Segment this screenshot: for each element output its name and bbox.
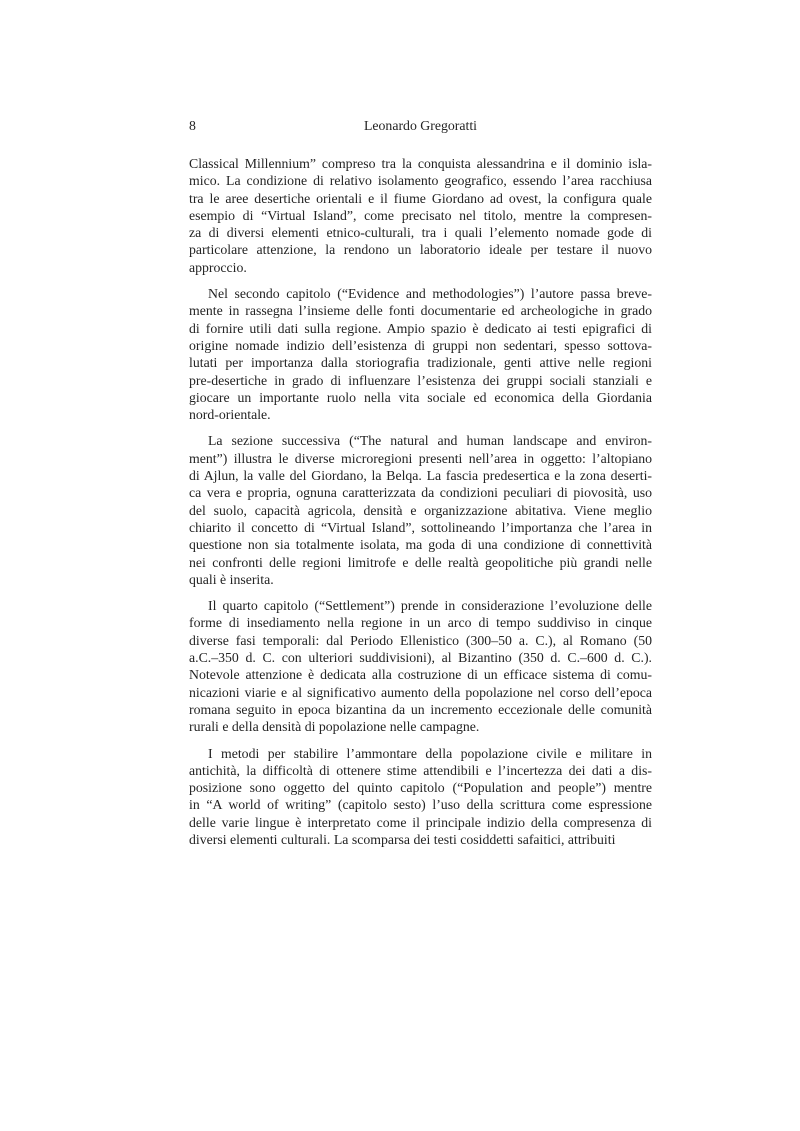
text-line: nicazioni viarie e al significativo aumento della popolazione nel corso dell’epoca [189,684,652,700]
text-line: in “A world of writing” (capitolo sesto) l’uso della scrittura come espressione [189,797,652,813]
paragraph [189,285,652,423]
text-line: Notevole attenzione è dedicata alla costruzione di un efficace sistema di comu- [189,667,652,683]
text-line: di Ajlun, la valle del Giordano, la Belqa. La fascia predesertica e la zona deserti- [189,468,652,484]
text-line: a.C.–350 d. C. con ulteriori suddivisioni), al Bizantino (350 d. C.–600 d. C.). [189,650,652,666]
text-line: antichità, la difficoltà di ottenere stime attendibili e l’incertezza dei dati a dis- [189,762,652,778]
text-line: del suolo, capacità agricola, densità e organizzazione abitativa. Viene meglio [189,502,652,518]
text-line: pre-desertiche in grado di influenzare l’esistenza dei gruppi sociali stanziali e [189,372,652,388]
text-line: ment”) illustra le diverse microregioni presenti nell’area in oggetto: l’altopiano [189,450,652,466]
text-line: ca vera e propria, ognuna caratterizzata da condizioni peculiari di piovosità, uso [189,485,652,501]
text-line: diverse fasi temporali: dal Periodo Ellenistico (300–50 a. C.), al Romano (50 [189,632,652,648]
text-line: romana seguito in epoca bizantina da un incremento eccezionale delle comunità [189,701,652,717]
text-line: esempio di “Virtual Island”, come precisato nel titolo, mentre la compresen- [189,207,652,223]
page-body [189,155,652,848]
text-line: delle varie lingue è interpretato come il principale indizio della compresenza di [189,814,652,830]
text-line: origine nomade indizio dell’esistenza di gruppi non sedentari, spesso sottova- [189,337,652,353]
text-line: particolare attenzione, la rendono un laboratorio ideale per testare il nuovo [189,242,652,258]
text-line: nei confronti delle regioni limitrofe e delle realtà geopolitiche più grandi nelle [189,554,652,570]
text-line: posizione sono oggetto del quinto capitolo (“Population and people”) mentre [189,780,652,796]
text-line: mico. La condizione di relativo isolamento geografico, essendo l’area racchiusa [189,173,652,189]
running-head-author: Leonardo Gregoratti [363,118,477,133]
text-line: La sezione successiva (“The natural and human landscape and environ- [208,433,652,449]
text-line: tra le aree desertiche orientali e il fiume Giordano ad ovest, la configura quale [189,190,652,206]
text-line: mente in rassegna l’insieme delle fonti documentarie ed archeologiche in grado [189,303,652,319]
text-line: approccio. [189,259,247,275]
text-line: quali è inserita. [189,571,274,587]
paragraph [189,597,652,735]
text-line: Il quarto capitolo (“Settlement”) prende in considerazione l’evoluzione delle [208,598,652,614]
text-line: giocare un importante ruolo nella vita sociale ed economica della Giordania [189,389,652,405]
text-line: rurali e della densità di popolazione nelle campagne. [189,719,480,735]
text-line: za di diversi elementi etnico-culturali, tra i quali l’elemento nomade gode di [189,225,652,241]
text-line: nord-orientale. [189,407,271,423]
paragraph [189,432,652,588]
paragraph [189,155,652,276]
text-line: chiarito il concetto di “Virtual Island”, sottolineando l’importanza che l’area in [189,519,652,535]
text-line: forme di insediamento nella regione in un arco di tempo suddiviso in cinque [189,615,652,631]
text-line: lutati per importanza dalla storiografia tradizionale, genti attive nelle regioni [189,355,652,371]
text-line: Nel secondo capitolo (“Evidence and methodologies”) l’autore passa breve- [208,286,652,302]
running-header [189,117,652,135]
text-line: I metodi per stabilire l’ammontare della popolazione civile e militare in [208,745,652,761]
text-line: diversi elementi culturali. La scomparsa dei testi cosiddetti safaitici, attribuiti [189,831,616,847]
text-line: Classical Millennium” compreso tra la conquista alessandrina e il dominio isla- [189,156,652,171]
paragraph [189,745,652,849]
text-line: di fornire utili dati sulla regione. Ampio spazio è dedicato ai testi epigrafici di [189,320,652,336]
text-line: questione non sia totalmente isolata, ma goda di una condizione di connettività [189,537,652,553]
page-number: 8 [189,118,196,133]
